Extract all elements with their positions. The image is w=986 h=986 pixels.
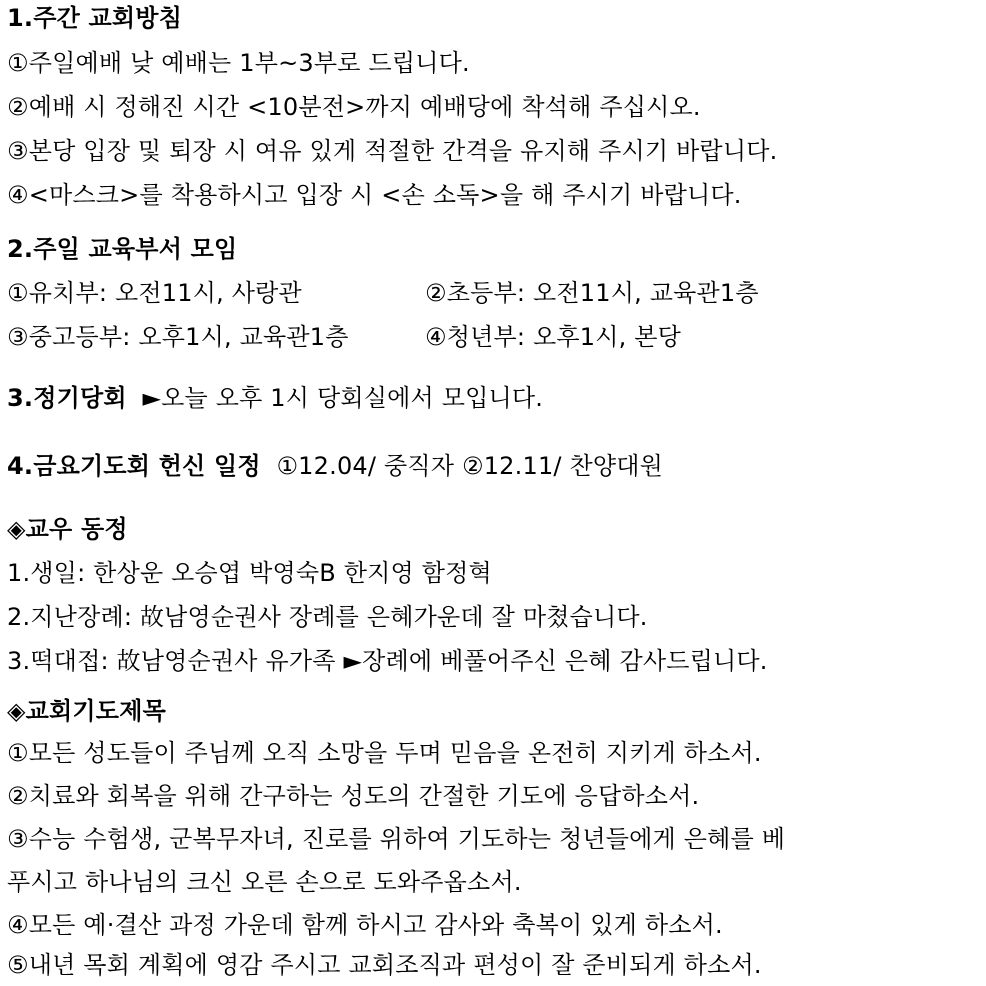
prayer-topic-2: ②치료와 회복을 위해 간구하는 성도의 간절한 기도에 응답하소서. xyxy=(7,782,700,810)
session-meeting-text: ►오늘 오후 1시 당회실에서 모입니다. xyxy=(142,384,544,412)
section-member-news-title: ◈교우 동정 xyxy=(7,515,128,543)
session-meeting-line xyxy=(7,381,543,415)
education-item-elementary: ②초등부: 오전11시, 교육관1층 xyxy=(425,279,759,307)
section-session-title: 3.정기당회 xyxy=(7,384,127,412)
policy-item-2: ②예배 시 정해진 시간 <10분전>까지 예배당에 착석해 주십시오. xyxy=(7,93,701,121)
policy-item-1: ①주일예배 낮 예배는 1부~3부로 드립니다. xyxy=(7,49,470,77)
prayer-topic-1: ①모든 성도들이 주님께 오직 소망을 두며 믿음을 온전히 지키게 하소서. xyxy=(7,739,762,767)
section-friday-prayer-title: 4.금요기도회 헌신 일정 xyxy=(7,452,261,480)
friday-prayer-line xyxy=(7,449,663,483)
policy-item-3: ③본당 입장 및 퇴장 시 여유 있게 적절한 간격을 유지해 주시기 바랍니다. xyxy=(7,137,778,165)
education-item-kindergarten: ①유치부: 오전11시, 사랑관 xyxy=(7,279,302,307)
education-item-youth: ④청년부: 오후1시, 본당 xyxy=(425,323,682,351)
prayer-topic-3: ③수능 수험생, 군복무자녀, 진로를 위하여 기도하는 청년들에게 은혜를 베 xyxy=(7,825,786,853)
policy-item-4: ④<마스크>를 착용하시고 입장 시 <손 소독>을 해 주시기 바랍니다. xyxy=(7,181,742,209)
education-item-middle-high: ③중고등부: 오후1시, 교육관1층 xyxy=(7,323,349,351)
education-row-2 xyxy=(7,320,681,354)
section-education-title: 2.주일 교육부서 모임 xyxy=(7,235,238,263)
member-news-funeral: 2.지난장례: 故남영순권사 장례를 은혜가운데 잘 마쳤습니다. xyxy=(7,603,648,631)
member-news-birthday: 1.생일: 한상운 오승엽 박영숙B 한지영 함정혁 xyxy=(7,559,492,587)
section-weekly-policy-title: 1.주간 교회방침 xyxy=(7,4,183,32)
member-news-rice-cake: 3.떡대접: 故남영순권사 유가족 ►장례에 베풀어주신 은혜 감사드립니다. xyxy=(7,647,768,675)
prayer-topic-5: ⑤내년 목회 계획에 영감 주시고 교회조직과 편성이 잘 준비되게 하소서. xyxy=(7,951,762,979)
section-prayer-topics-title: ◈교회기도제목 xyxy=(7,697,166,725)
prayer-topic-3-continued: 푸시고 하나님의 크신 오른 손으로 도와주옵소서. xyxy=(7,868,522,896)
prayer-topic-4: ④모든 예·결산 과정 가운데 함께 하시고 감사와 축복이 있게 하소서. xyxy=(7,911,723,939)
friday-prayer-schedule: ①12.04/ 중직자 ②12.11/ 찬양대원 xyxy=(276,452,664,480)
education-row-1 xyxy=(7,276,759,310)
